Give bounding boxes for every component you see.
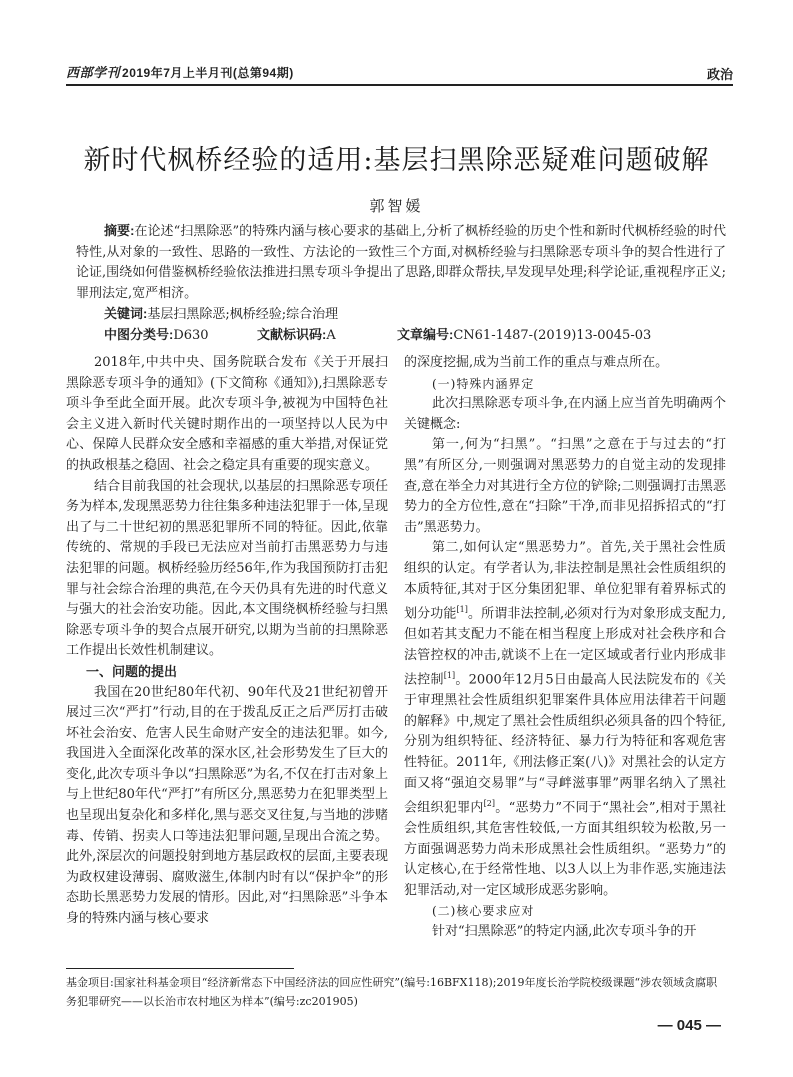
article-value: CN61-1487-(2019)13-0045-03 <box>453 328 652 343</box>
footnote-rule <box>66 968 294 969</box>
article-label: 文章编号: <box>397 327 454 342</box>
clc-number <box>104 324 209 343</box>
right-column <box>404 353 726 943</box>
paragraph: 结合目前我国的社会现状,以基层的扫黑除恶专项任务为样本,发现黑恶势力往往集多种违法犯罪于一体,呈现出了与二十世纪初的黑恶犯罪所不同的特征。因此,依靠传统的、常规的手段已无法应对当前打击黑恶势力与违法犯罪的问题。枫桥经验历经56年,作为我国预防打击犯罪与社会综合治理的典范,在今天仍具有先进的时代意义与强大的社会治安功能。因此,本文围绕枫桥经验与扫黑除恶专项斗争的契合点展开研究,以期为当前的扫黑除恶工作提出长效性机制建议。 <box>66 478 388 659</box>
text-run: 。2000年12月5日由最高人民法院发布的《关于审理黑社会性质组织犯罪案件具体应用法律若干问题的解释》中,规定了黑社会性质组织必须具备的四个特征,分别为组织特征、经济特征、暴力行为特征和客观危害性特征。2011年,《刑法修正案(八)》对黑社会的认定方面又将“强迫交易罪”与“寻衅滋事罪”两罪名纳入了黑社会组织犯罪内 <box>404 672 726 816</box>
paragraph: 2018年,中共中央、国务院联合发布《关于开展扫黑除恶专项斗争的通知》(下文简称《通知》),扫黑除恶专项斗争至此全面开展。此次专项斗争,被视为中国特色社会主义进入新时代关键时期作出的一项坚持以人民为中心、保障人民群众安全感和幸福感的重大举措,对保证党的执政根基之稳固、社会之稳定具有重要的现实意义。 <box>66 355 388 473</box>
header-rule <box>66 84 733 86</box>
doc-value: A <box>326 328 336 343</box>
section-label: 政治 <box>706 67 733 82</box>
paragraph <box>404 538 726 901</box>
keywords-label: 关键词: <box>104 306 148 321</box>
clc-value: D630 <box>173 328 209 343</box>
article-title: 新时代枫桥经验的适用:基层扫黑除恶疑难问题破解 <box>83 145 710 176</box>
page-number: — 045 — <box>657 1017 721 1034</box>
paragraph: 的深度挖掘,成为当前工作的重点与难点所在。 <box>404 355 669 370</box>
citation-ref: [1] <box>443 671 456 681</box>
paragraph: 第一,何为“扫黑”。“扫黑”之意在于与过去的“打黑”有所区分,一则强调对黑恶势力的自觉主动的发现排查,意在举全力对其进行全方位的铲除;二则强调打击黑恶势力的全方位性,意在“扫除”干净,而非见招拆招式的“打击”黑恶势力。 <box>404 437 726 535</box>
journal-info <box>66 62 294 81</box>
article-number <box>397 324 651 343</box>
left-column <box>66 353 388 930</box>
citation-ref: [1] <box>456 605 468 615</box>
text-run: 第二,如何认定“黑恶势力”。首先,关于黑社会性质组织的认定。有学者认为,非法控制是黑社会性质组织的本质特征,其对于区分集团犯罪、单位犯罪有着界标式的划分功能 <box>404 540 726 622</box>
text-run: 。所谓非法控制,必须对行为对象形成支配力,但如若其支配力不能在相当程度上形成对社会秩序和合法管控权的冲击,就谈不上在一定区域或者行业内形成非法控制 <box>404 606 726 688</box>
document-code <box>257 324 336 343</box>
journal-name: 西部学刊 <box>66 66 121 81</box>
citation-ref: [2] <box>483 799 496 809</box>
author-name: 郭智媛 <box>369 197 424 215</box>
subsection-heading: (二)核心要求应对 <box>432 904 535 919</box>
abstract-label: 摘要: <box>104 223 135 238</box>
section-heading: 一、问题的提出 <box>86 663 178 679</box>
paragraph: 此次扫黑除恶专项斗争,在内涵上应当首先明确两个关键概念: <box>404 396 726 432</box>
issue-info: 2019年7月上半月刊(总第94期) <box>122 66 294 80</box>
keywords-text: 基层扫黑除恶;枫桥经验;综合治理 <box>147 307 339 322</box>
abstract-text: 在论述“扫黑除恶”的特殊内涵与核心要求的基础上,分析了枫桥经验的历史个性和新时代枫桥经验的时代特性,从对象的一致性、思路的一致性、方法论的一致性三个方面,对枫桥经验与扫黑除恶专项斗争的契合性进行了论证,围绕如何借鉴枫桥经验依法推进扫黑专项斗争提出了思路,即群众帮扶,早发现早处理;科学论证,重视程序正义;罪刑法定,宽严相济。 <box>76 224 726 301</box>
subsection-heading: (一)特殊内涵界定 <box>432 376 535 391</box>
running-header <box>66 62 733 84</box>
doc-label: 文献标识码: <box>257 327 327 342</box>
paragraph: 我国在20世纪80年代初、90年代及21世纪初曾开展过三次“严打”行动,目的在于拨乱反正之后严厉打击破坏社会治安、危害人民生命财产安全的违法犯罪。如今,我国进入全面深化改革的深水区,社会形势发生了巨大的变化,此次专项斗争以“扫黑除恶”为名,不仅在打击对象上与上世纪80年代“严打”有所区分,黑恶势力在犯罪类型上也呈现出复杂化和多样化,黑与恶交叉往复,与当地的涉赌毒、传销、拐卖人口等违法犯罪问题,呈现出合流之势。此外,深层次的问题投射到地方基层政权的层面,主要表现为政权建设薄弱、腐败滋生,体制内时有以“保护伞”的形态助长黑恶势力发展的情形。因此,对“扫黑除恶”斗争本身的特殊内涵与核心要求 <box>66 684 388 927</box>
keywords <box>104 303 338 322</box>
clc-label: 中图分类号: <box>104 327 174 342</box>
text-run: 。“恶势力”不同于“黑社会”,相对于黑社会性质组织,其危害性较低,一方面其组织较为松散,另一方面强调恶势力尚未形成黑社会性质组织。“恶势力”的认定核心,在于经常性地、以3人以上为非作恶,实施违法犯罪活动,对一定区域形成恶劣影响。 <box>404 800 726 898</box>
paragraph: 针对“扫黑除恶”的特定内涵,此次专项斗争的开 <box>432 924 697 940</box>
funding-footnote: 基金项目:国家社科基金项目“经济新常态下中国经济法的回应性研究”(编号:16BFX118);2019年度长治学院校级课题“涉农领域贪腐职务犯罪研究——以长治市农村地区为样本”(编号:zc201905) <box>66 976 718 1008</box>
abstract <box>76 221 726 304</box>
